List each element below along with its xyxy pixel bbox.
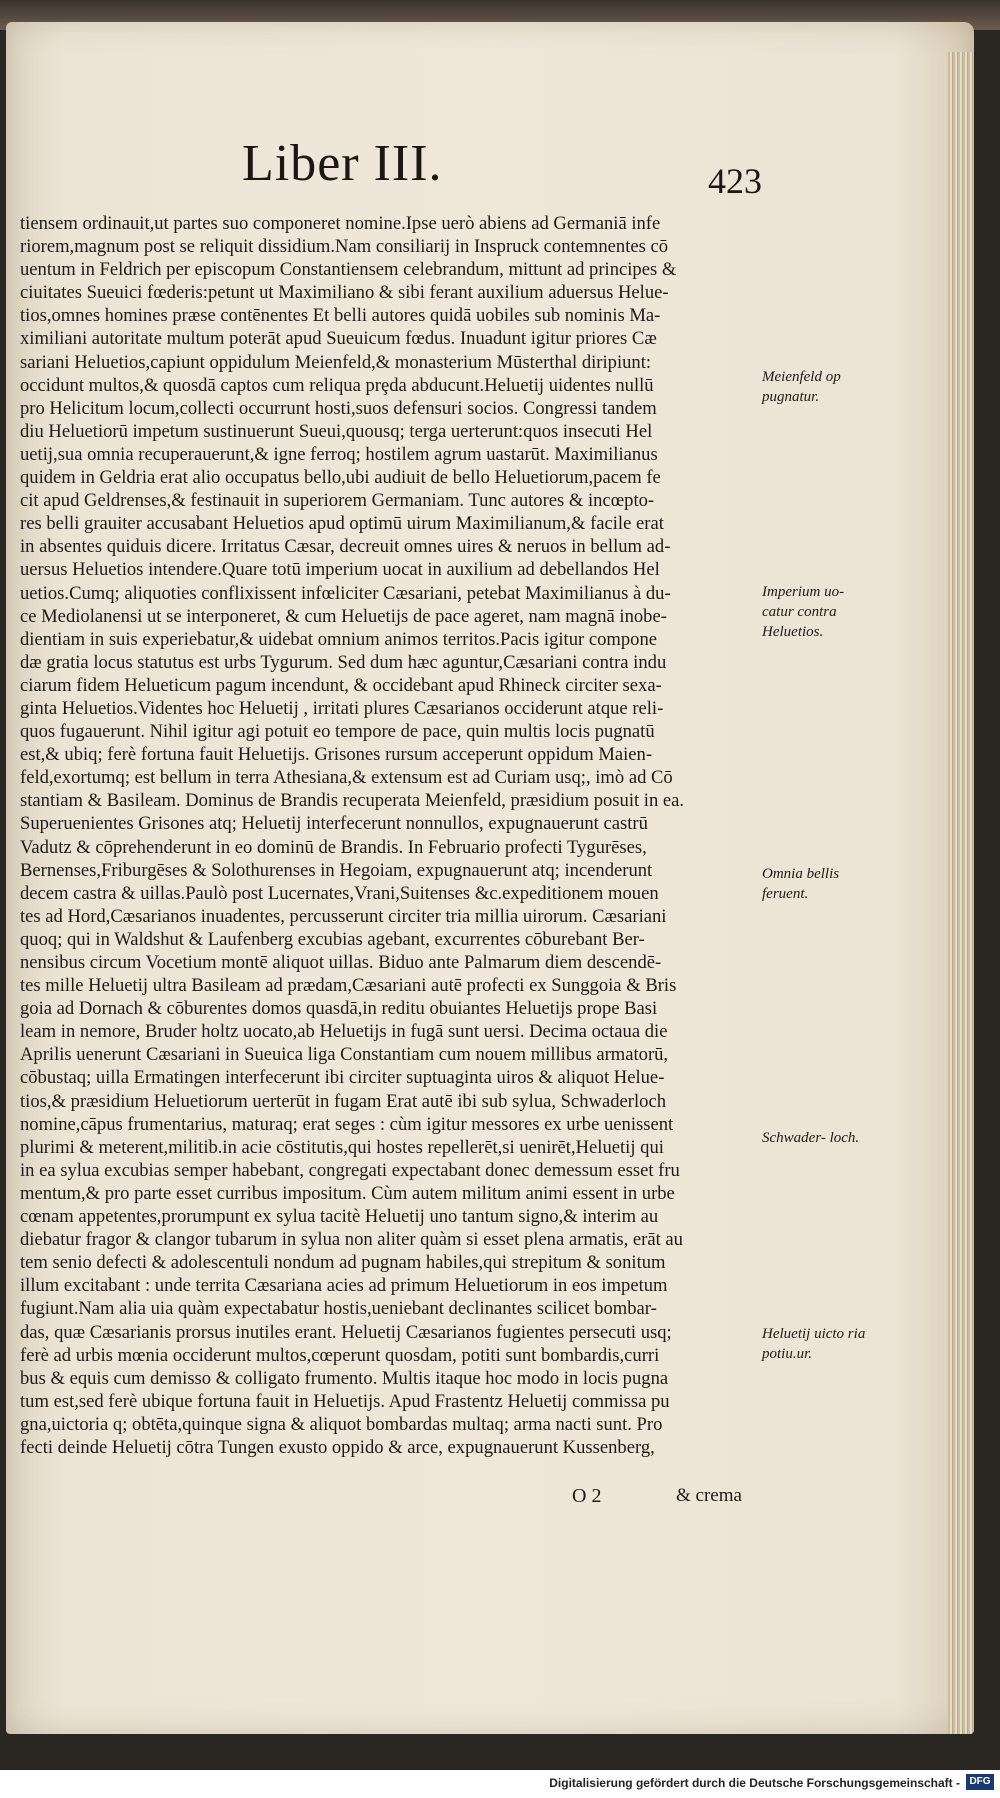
text-line: ce Mediolanensi ut se interponeret, & cum Heluetijs de pace ageret, nam magnā inobe- (20, 605, 667, 627)
margin-note: Heluetij uicto ria potiu.ur. (762, 1326, 866, 1362)
book-page (6, 22, 974, 1734)
margin-note: Meienfeld op pugnatur. (762, 369, 841, 405)
text-line: uetios.Cumq; aliquoties conflixissent infœliciter Cæsariani, petebat Maximilianus à du- (20, 582, 671, 604)
text-line: quoq; qui in Waldshut & Laufenberg excubias agebant, excurrentes cōburebant Ber- (20, 928, 645, 950)
text-line: riorem,magnum post se reliquit dissidium.Nam consiliarij in Inspruck contemnentes cō (20, 236, 669, 258)
text-line: ginta Heluetios.Videntes hoc Heluetij , irritati plures Cæsarianos occiderunt atque reli- (20, 697, 664, 719)
signature-mark: O 2 (572, 1485, 602, 1507)
margin-note: Omnia bellis feruent. (762, 866, 840, 902)
text-line: feld,exortumq; est bellum in terra Athesiana,& extensum est ad Curiam usq;, imò ad Cō (20, 767, 673, 789)
dfg-logo-icon: DFG (966, 1774, 994, 1790)
text-line: fugiunt.Nam alia uia quàm expectabatur hostis,ueniebant declinantes scilicet bombar- (20, 1298, 657, 1320)
text-line: dæ gratia locus statutus est urbs Tygurum. Sed dum hæc aguntur,Cæsariani contra indu (20, 651, 667, 673)
text-line: diu Heluetiorū impetum sustinuerunt Sueui,quousq; terga uerterunt:quos insecuti Hel (20, 420, 653, 442)
text-line: uersus Heluetios intendere.Quare totū imperium uocat in auxilium ad debellandos Hel (20, 559, 660, 581)
text-line: ciarum fidem Helueticum pagum incendunt, & occidebant apud Rhineck circiter sexa- (20, 674, 662, 696)
text-line: res belli grauiter accusabant Heluetios apud optimū uirum Maximilianum,& facile erat (20, 513, 664, 535)
text-line: plurimi & meterent,militib.in acie cōstitutis,qui hostes repellerēt,si uenirēt,Heluetij qui (20, 1136, 664, 1158)
text-line: ferè ad urbis mœnia occiderunt multos,cœperunt quosdam, potiti sunt bombardis,curri (20, 1344, 660, 1366)
text-line: ximiliani autoritate multum poterāt apud Sueuicum fœdus. Inuadunt igitur priores Cæ (20, 328, 657, 350)
text-line: quidem in Geldria erat alio occupatus bello,ubi audiuit de bello Heluetiorum,pacem fe (20, 467, 661, 489)
page-number: 423 (708, 161, 762, 201)
text-line: nomine,cāpus frumentarius, maturaq; erat seges : cùm igitur messores ex urbe uenissent (20, 1113, 674, 1135)
margin-note: Imperium uo- catur contra Heluetios. (762, 584, 845, 640)
text-line: ciuitates Sueuici fœderis:petunt ut Maximiliano & sibi ferant auxilium aduersus Helue- (20, 282, 669, 304)
text-line: decem castra & uillas.Paulò post Lucernates,Vrani,Suitenses &c.expeditionem mouen (20, 882, 659, 904)
text-line: bus & equis cum demisso & colligato frumento. Multis itaque hoc modo in locis pugna (20, 1367, 669, 1389)
text-line: das, quæ Cæsarianis prorsus inutiles erant. Heluetij Cæsarianos fugientes persecuti usq; (20, 1321, 672, 1343)
text-line: tiensem ordinauit,ut partes suo componeret nomine.Ipse uerò abiens ad Germaniā infe (20, 213, 661, 234)
text-line: in ea sylua excubias semper habebant, congregati expectabant donec demessum esset fru (20, 1159, 680, 1181)
text-line: nensibus circum Vocetium montē aliquot uillas. Biduo ante Palmarum diem descendē- (20, 952, 662, 973)
main-text-block (20, 212, 760, 1459)
footer-credit: Digitalisierung gefördert durch die Deutsche Forschungsgemeinschaft - (549, 1776, 960, 1790)
text-line: tios,& præsidium Heluetiorum uerterūt in fugam Erat autē ibi sub sylua, Schwaderloch (20, 1090, 666, 1112)
text-line: uetij,sua omnia recuperauerunt,& igne ferroq; hostilem agrum uastarūt. Maximilianus (20, 443, 658, 465)
text-line: Aprilis uenerunt Cæsariani in Sueuica liga Constantiam cum nouem millibus armatorū, (20, 1044, 669, 1066)
text-line: Bernenses,Friburgēses & Solothurenses in Hegoiam, expugnauerunt atq; incenderunt (20, 859, 653, 881)
text-line: cœnam appetentes,prorumpunt ex sylua tacitè Heluetij uno tantum signo,& interim au (20, 1206, 659, 1228)
text-line: tes ad Hord,Cæsarianos inuadentes, percusserunt circiter tria millia uirorum. Cæsariani (20, 905, 667, 927)
page-edge-stack (948, 52, 974, 1734)
running-head: Liber III. (242, 135, 443, 192)
text-line: cit apud Geldrenses,& festinauit in superiorem Germaniam. Tunc autores & incœpto- (20, 490, 655, 512)
text-line: dientiam in suis experiebatur,& uidebat omnium animos territos.Pacis igitur compone (20, 628, 657, 650)
text-line: goia ad Dornach & cōburentes domos quasdā,in reditu obuiantes Heluetijs prope Basi (20, 998, 658, 1020)
text-line: illum excitabant : unde territa Cæsariana acies ad primum Heluetiorum in eos impetum (20, 1275, 668, 1297)
text-line: fecti deinde Heluetij cōtra Tungen exusto oppido & arce, expugnauerunt Kussenberg, (20, 1436, 655, 1458)
text-line: occidunt multos,& quosdā captos cum reliqua prȩda abducunt.Heluetij uidentes nullū (20, 374, 654, 396)
text-line: sariani Heluetios,capiunt oppidulum Meienfeld,& monasterium Mūsterthal diripiunt: (20, 351, 652, 373)
text-line: diebatur fragor & clangor tubarum in sylua non aliter quàm si esset plena armatis, erāt au (20, 1229, 683, 1251)
text-line: quos fugauerunt. Nihil igitur agi potuit eo tempore de pace, quin multis locis pugnatū (20, 721, 655, 743)
text-line: tem senio defecti & adolescentuli nondum ad pugnam habiles,qui strepitum & sonitum (20, 1252, 666, 1274)
text-line: Vadutz & cōprehenderunt in eo dominū de Brandis. In Februario profecti Tygurēses, (20, 836, 647, 858)
text-line: leam in nemore, Bruder holtz uocato,ab Heluetijs in fugā sunt uersi. Decima octaua die (20, 1021, 668, 1043)
margin-note: Schwader- loch. (762, 1130, 860, 1146)
text-line: cōbustaq; uilla Ermatingen interfecerunt ibi circiter suptuaginta uiros & aliquot Helue- (20, 1067, 665, 1089)
footer-bar (0, 1770, 1000, 1798)
text-line: est,& ubiq; ferè fortuna fauit Heluetijs. Grisones rursum acceperunt oppidum Maien- (20, 744, 653, 766)
text-line: in absentes quiduis dicere. Irritatus Cæsar, decreuit omnes uires & neruos in bellum ad- (20, 536, 671, 558)
text-line: uentum in Feldrich per episcopum Constantiensem celebrandum, mittunt ad principes & (20, 259, 677, 281)
text-line: mentum,& pro parte esset curribus impositum. Cùm autem militum animi essent in urbe (20, 1182, 675, 1204)
text-line: pro Helicitum locum,collecti occurrunt hosti,suos defensuri socios. Congressi tandem (20, 397, 657, 419)
catchword: & crema (676, 1485, 742, 1506)
text-line: tum est,sed ferè ubique fortuna fauit in Heluetijs. Apud Frastentz Heluetij commissa pu (20, 1390, 670, 1412)
text-line: stantiam & Basileam. Dominus de Brandis recuperata Meienfeld, præsidium posuit in ea. (20, 790, 685, 812)
text-line: gna,uictoria q; obtēta,quinque signa & aliquot bombardas multaq; arma nacti sunt. Pro (20, 1413, 663, 1435)
text-line: tios,omnes homines præse contēnentes Et belli autores quidā uobiles sub nominis Ma- (20, 305, 661, 327)
text-line: Superuenientes Grisones atq; Heluetij interfecerunt nonnullos, expugnauerunt castrū (20, 813, 648, 835)
text-line: tes mille Heluetij ultra Basileam ad prædam,Cæsariani autē profecti ex Sunggoia & Bris (20, 975, 677, 997)
